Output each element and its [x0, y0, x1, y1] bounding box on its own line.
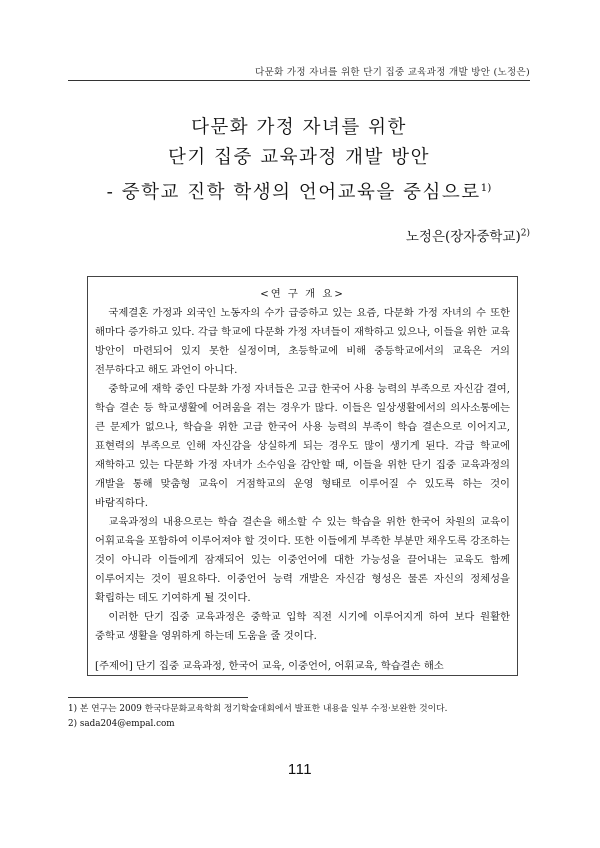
- subtitle-text: - 중학교 진학 학생의 언어교육을 중심으로: [106, 182, 481, 204]
- title-block: [68, 113, 530, 208]
- title-footnote-mark[interactable]: 1): [480, 182, 492, 194]
- title-line-1: 다문화 가정 자녀를 위한: [191, 117, 407, 138]
- title-line-3: [68, 173, 530, 208]
- abstract-box: [87, 276, 518, 676]
- keywords-text: 단기 집중 교육과정, 한국어 교육, 이중언어, 어휘교육, 학습결손 해소: [135, 660, 444, 672]
- author-footnote-mark[interactable]: 2): [520, 228, 530, 239]
- footnote-rule: [68, 697, 248, 698]
- abstract-paragraph-4: 이러한 단기 집중 교육과정은 중학교 입학 직전 시기에 이루어지게 하여 보다 원활한 중학교 생활을 영위하게 하는데 도움을 줄 것이다.: [95, 611, 510, 642]
- running-header: 다문화 가정 자녀를 위한 단기 집중 교육과정 개발 방안 (노정은): [255, 67, 530, 78]
- abstract-paragraph-3: 교육과정의 내용으로는 학습 결손을 해소할 수 있는 학습을 위한 한국어 차원의 교육이 어휘교육을 포함하여 이루어져야 할 것이다. 또한 이들에게 부족한 부분만 채우도록 강조하는 것이 아니라 이들에게 잠재되어 있는 이중언어에 대한 가능성을 끌어내는 교육도 함께 이루어지는 것이 필요하다. 이중언어 능력 개발은 자신감 형성은 물론 자신의 정체성을 확립하는 데도 기여하게 될 것이다.: [95, 516, 510, 604]
- abstract-heading: <연 구 개 요>: [260, 288, 345, 300]
- title-line-2: 단기 집중 교육과정 개발 방안: [168, 147, 430, 168]
- header-rule: [68, 80, 530, 81]
- author-line: [406, 225, 530, 245]
- abstract-paragraph-2: 중학교에 재학 중인 다문화 가정 자녀들은 고급 한국어 사용 능력의 부족으로 자신감 결여, 학습 결손 등 학교생활에 어려움을 겪는 경우가 많다. 이들은 일상생활에서의 의사소통에는 큰 문제가 없으나, 학습을 위한 고급 한국어 사용 능력의 부족이 학습 결손으로 이어지고, 표현력의 부족으로 인해 자신감을 상실하게 되는 경우도 많이 생기게 된다. 각급 학교에 재학하고 있는 다문화 가정 자녀가 소수임을 감안할 때, 이들을 위한 단기 집중 교육과정의 개발을 통해 맞춤형 교육이 거점학교의 운영 형태로 이루어질 수 있도록 하는 것이 바람직하다.: [95, 383, 510, 509]
- footnote-1: 1) 본 연구는 2009 한국다문화교육학회 정기학술대회에서 발표한 내용을 일부 수정·보완한 것이다.: [68, 704, 448, 714]
- footnote-2[interactable]: 2) sada204@empal.com: [68, 719, 175, 729]
- page-number: 111: [287, 761, 313, 778]
- author-name: 노정은(장자중학교): [405, 229, 521, 245]
- footnotes: [68, 702, 530, 732]
- abstract-paragraph-1: 국제결혼 가정과 외국인 노동자의 수가 급증하고 있는 요즘, 다문화 가정 자녀의 수 또한 해마다 증가하고 있다. 각급 학교에 다문화 가정 자녀들이 재학하고 있으나, 이들을 위한 교육 방안이 마련되어 있지 못한 실정이며, 초등학교에 비해 중등학교에서의 교육은 거의 전무하다고 해도 과언이 아니다.: [95, 307, 510, 376]
- keywords-line: [95, 657, 510, 676]
- keywords-label: [주제어]: [95, 660, 133, 672]
